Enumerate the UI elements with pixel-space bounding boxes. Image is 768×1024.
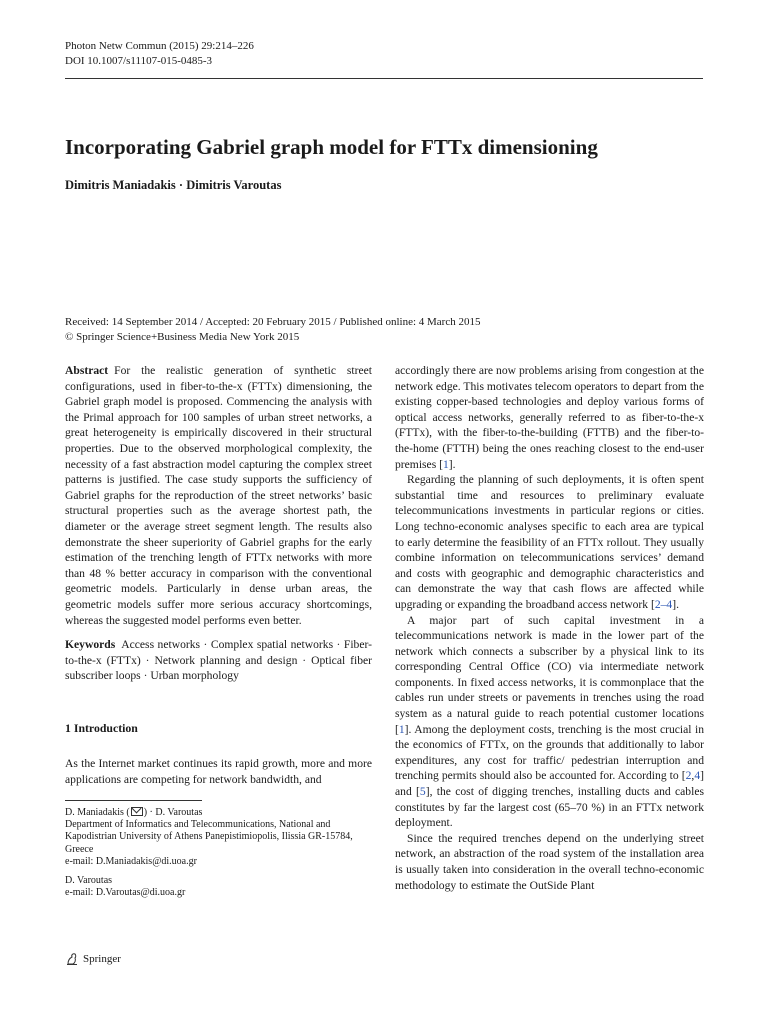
citation-link[interactable]: 2–4 — [654, 597, 673, 611]
abstract-label: Abstract — [65, 364, 109, 377]
email-varoutas[interactable]: e-mail: D.Varoutas@di.uoa.gr — [65, 887, 186, 899]
copyright-notice: © Springer Science+Business Media New York 2015 — [65, 331, 300, 343]
citation-link[interactable]: 2 — [685, 769, 692, 783]
body-paragraph-3: A major part of such capital investment in a telecommunications network is made in the lower part of the network which connects a subscriber by a physical link to its corresponding Central Office (CO) via intermediate network components. In fixed access networks, it is commonplace that the cables run under streets or pavements in trenches using the road system as a natural guide to reach potential customer locations [1]. Among the deployment costs, trenching is the most crucial in the economics of FTTx, on the grounds that additionally to labor expenditures, any cost for traffic/ pedestrian interruption and trenching permits should also be accounted for. According to [2,4] and [5], the cost of digging trenches, installing ducts and cables constitutes by far the largest cost (65–70 %) in an FTTx network deployment. — [395, 613, 704, 830]
publication-dates: Received: 14 September 2014 / Accepted: 20 February 2015 / Published online: 4 March 2015 — [65, 316, 481, 328]
affiliation-block — [65, 807, 372, 900]
keywords — [65, 637, 372, 684]
affiliation-department: Department of Informatics and Telecommunications, National and Kapodistrian University of Athens Panepistimiopolis, Ilissia GR-15784, Greece — [65, 819, 353, 855]
citation-link[interactable]: 4 — [694, 769, 701, 783]
author-list: Dimitris Maniadakis · Dimitris Varoutas — [65, 178, 282, 192]
citation-link[interactable]: 5 — [419, 785, 426, 799]
abstract-text: For the realistic generation of synthetic street configurations, used in fiber-to-the-x (FTTx) dimensioning, the Gabriel graph model is proposed. Commencing the analysis with the Primal approach for 100 samples of urban street networks, a great heterogeneity is empirically discovered in their structural properties. Due to the observed morphological complexity, the necessity of a fast abstraction model capturing the complex street patterns is justified. The case study supports the sufficiency of Gabriel graphs for the reproduction of the street networks’ basic structural properties such as the average shortest path, the diameter or the average street segment length. The results also demonstrate the sheer superiority of Gabriel graphs for the early estimation of the trenching length of FTTx networks with more than 48 % better accuracy in comparison with the conventional geometric models. Particularly in dense urban areas, the geometric models suffer more serious accuracy shortcomings, whereas the suggested model performs even better. — [65, 364, 372, 627]
intro-paragraph: As the Internet market continues its rapid growth, more and more applications are competing for network bandwidth, and — [65, 757, 372, 787]
abstract — [65, 363, 372, 628]
header-rule — [65, 78, 703, 79]
publisher-name: Springer — [83, 953, 121, 965]
email-maniadakis[interactable]: e-mail: D.Maniadakis@di.uoa.gr — [65, 856, 197, 868]
page-footer — [65, 952, 121, 966]
springer-horse-icon — [65, 952, 79, 966]
doi[interactable]: DOI 10.1007/s11107-015-0485-3 — [65, 55, 213, 67]
section-heading-introduction: 1 Introduction — [65, 720, 138, 735]
footnote-rule — [65, 800, 202, 801]
left-column — [65, 363, 372, 900]
right-column — [395, 363, 704, 893]
paper-title: Incorporating Gabriel graph model for FTTx dimensioning — [65, 135, 598, 159]
body-paragraph-4: Since the required trenches depend on the underlying street network, an abstraction of the road system of the installation area is usually taken into consideration in the overall techno-economic methodology to estimate the OutSide Plant — [395, 831, 704, 892]
journal-citation: Photon Netw Commun (2015) 29:214–226 — [65, 40, 254, 52]
envelope-icon — [131, 807, 143, 816]
body-paragraph-2: Regarding the planning of such deployments, it is often spent substantial time and resources to preliminary evaluate telecommunications investments in particular regions or cities. Long techno-economic analyses specific to each area are typical to early determine the feasibility of an FTTx rollout. They usually combine information on telecommunications services’ demand and costs with geographic and demographic characteristics and can demonstrate the way that cash flows are affected while upgrading or expanding the broadband access network [2–4]. — [395, 473, 704, 611]
second-author-name: D. Varoutas — [65, 874, 113, 886]
publication-info — [65, 315, 705, 345]
running-header — [65, 39, 254, 69]
keywords-label: Keywords — [65, 638, 116, 652]
body-paragraph-1: accordingly there are now problems arising from congestion at the network edge. This motivates telecom operators to depart from the existing copper-based technologies and deploy various forms of optical access networks, generally referred to as fiber-to-the-x (FTTx), with the fiber-to-the-building (FTTB) and the fiber-to-the-home (FTTH) being the ones reaching closest to the end-user premises [1]. — [395, 364, 704, 471]
keywords-text: Access networks · Complex spatial networks · Fiber-to-the-x (FTTx) · Network planning and design · Optical fiber subscriber loops · Urban morphology — [65, 638, 372, 683]
citation-link[interactable]: 1 — [398, 722, 405, 736]
corresponding-authors: D. Maniadakis ( ) · D. Varoutas — [65, 806, 203, 818]
citation-link[interactable]: 1 — [442, 457, 449, 471]
